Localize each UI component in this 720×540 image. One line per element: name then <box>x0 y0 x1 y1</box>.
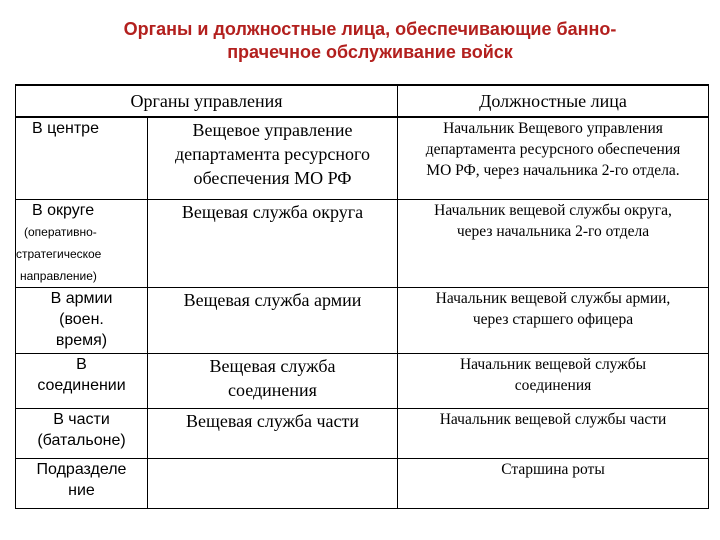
official-line: Старшина роты <box>501 460 605 478</box>
official-line: Начальник вещевой службы округа, <box>434 201 672 219</box>
level-note-line: (оперативно- <box>24 224 97 239</box>
level-line: (батальоне) <box>37 431 126 449</box>
header-officials: Должностные лица <box>398 85 709 117</box>
organ-line: соединения <box>228 379 317 400</box>
level-line: время) <box>55 331 108 349</box>
table-row <box>16 199 709 287</box>
official-line: через старшего офицера <box>472 310 634 328</box>
organ-cell-empty <box>148 458 398 508</box>
official-cell <box>398 458 709 508</box>
level-cell <box>16 458 148 508</box>
table-row <box>16 408 709 458</box>
table-header-row <box>16 85 709 117</box>
title-line-2: прачечное обслуживание войск <box>227 42 513 62</box>
title-line-1: Органы и должностные лица, обеспечивающие банно- <box>123 19 617 39</box>
level-line: В части <box>53 410 110 428</box>
official-cell <box>398 353 709 408</box>
organ-line: Вещевая служба округа <box>181 201 364 222</box>
level-line: В центре <box>32 120 99 137</box>
organ-line: департамента ресурсного <box>175 144 370 164</box>
level-line: В армии <box>50 289 113 307</box>
organ-line: Вещевая служба <box>209 355 336 376</box>
table-row <box>16 287 709 353</box>
organ-line: Вещевое управление <box>192 120 353 140</box>
level-cell <box>16 117 148 199</box>
level-cell <box>16 199 148 287</box>
level-line: ние <box>68 481 95 499</box>
organ-line: обеспечения МО РФ <box>193 168 352 188</box>
level-line: соединении <box>37 376 126 394</box>
official-cell <box>398 117 709 199</box>
organ-cell <box>148 117 398 199</box>
official-line: через начальника 2-го отдела <box>456 222 650 240</box>
table-row <box>16 117 709 199</box>
official-line: Начальник Вещевого управления <box>443 120 663 137</box>
official-line: МО РФ, через начальника 2-го отдела. <box>426 162 680 179</box>
official-line: соединения <box>514 376 592 394</box>
official-cell <box>398 287 709 353</box>
official-cell <box>398 199 709 287</box>
organ-cell <box>148 199 398 287</box>
level-line: (воен. <box>59 310 104 328</box>
organ-cell <box>148 353 398 408</box>
level-cell <box>16 287 148 353</box>
official-line: Начальник вещевой службы части <box>439 410 667 428</box>
organ-cell <box>148 408 398 458</box>
official-line: Начальник вещевой службы <box>459 355 647 373</box>
organ-cell <box>148 287 398 353</box>
organ-line: Вещевая служба армии <box>183 289 362 310</box>
level-line: В округе <box>32 201 95 219</box>
level-cell <box>16 408 148 458</box>
slide-title <box>60 18 680 64</box>
level-line: В <box>76 355 87 373</box>
level-cell <box>16 353 148 408</box>
official-line: департамента ресурсного обеспечения <box>425 141 681 158</box>
table-row <box>16 458 709 508</box>
level-note-line: направление) <box>20 268 97 283</box>
header-organs: Органы управления <box>16 85 398 117</box>
official-line: Начальник вещевой службы армии, <box>435 289 671 307</box>
table-row <box>16 353 709 408</box>
official-cell <box>398 408 709 458</box>
officials-table <box>15 84 709 509</box>
level-line: Подразделе <box>36 460 127 478</box>
level-note-line: стратегическое <box>16 246 102 261</box>
organ-line: Вещевая служба части <box>186 410 359 431</box>
